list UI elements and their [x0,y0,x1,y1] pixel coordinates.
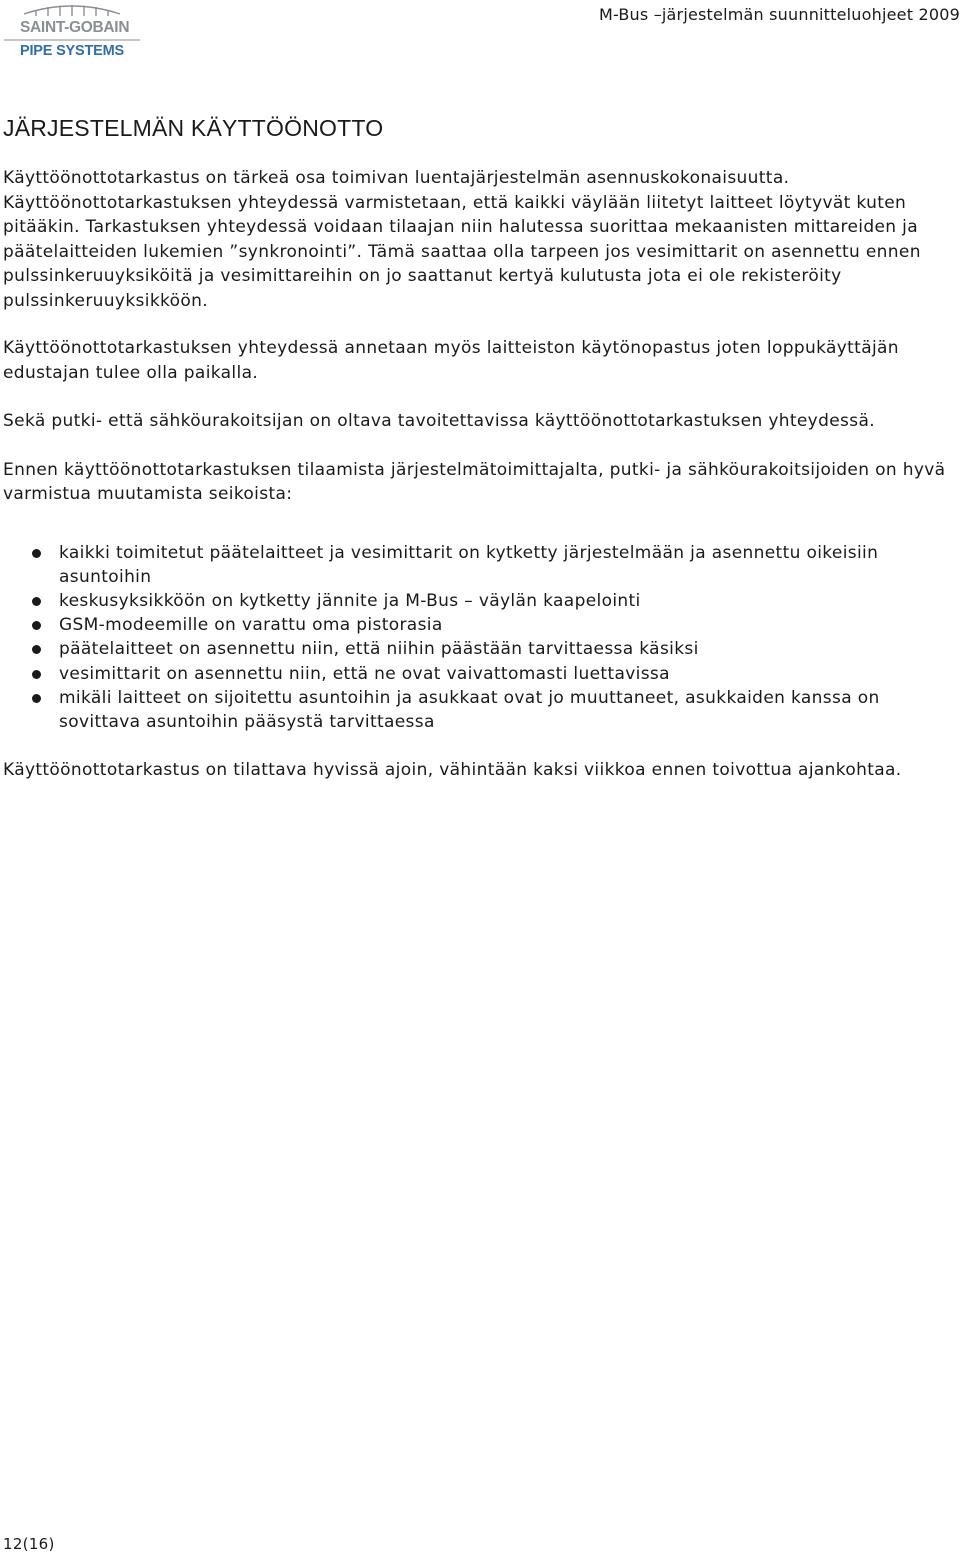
bullet-icon [32,549,41,558]
document-title: M-Bus –järjestelmän suunnitteluohjeet 2009 [598,5,960,24]
logo-arch-icon [24,5,120,16]
bullet-icon [32,597,41,606]
bullet-icon [32,645,41,654]
paragraph-user-guidance: Käyttöönottotarkastuksen yhteydessä annetaan myös laitteiston käytönopastus joten loppukäyttäjän edustajan tulee olla paikalla. [3,338,899,383]
main-content [3,115,958,807]
logo-line1: SAINT-GOBAIN [20,19,130,36]
section-heading: JÄRJESTELMÄN KÄYTTÖÖNOTTO [3,115,384,141]
list-item: päätelaitteet on asennettu niin, että niihin päästään tarvittaessa käsiksi [3,637,958,661]
paragraph-contractors: Sekä putki- että sähköurakoitsijan on oltava tavoitettavissa käyttöönottotarkastuksen yhteydessä. [3,411,875,431]
paragraph-intro: Käyttöönottotarkastus on tärkeä osa toimivan luentajärjestelmän asennuskokonaisuutta. Käyttöönottotarkastuksen yhteydessä varmistetaan, että kaikki väylään liitetyt laitteet löytyvät kuten pitääkin. Tarkastuksen yhteydessä voidaan tilaajan niin halutessa suorittaa mekaanisten mittareiden ja päätelaitteiden lukemien ”synkronointi”. Tämä saattaa olla tarpeen jos vesimittarit on asennettu ennen pulssinkeruuyksiköitä ja vesimittareihin on jo saattanut kertyä kulutusta jota ei ole rekisteröity pulssinkeruuyksikköön. [3,168,921,311]
bullet-icon [32,670,41,679]
paragraph-checklist-intro: Ennen käyttöönottotarkastuksen tilaamista järjestelmätoimittajalta, putki- ja sähköurakoitsijoiden on hyvä varmistua muutamista seikoista: [3,459,946,504]
bullet-icon [32,694,41,703]
checklist [3,541,958,735]
page-number: 12(16) [3,1535,55,1553]
list-item: vesimittarit on asennettu niin, että ne ovat vaivattomasti luettavissa [3,662,958,686]
paragraph-scheduling: Käyttöönottotarkastus on tilattava hyvissä ajoin, vähintään kaksi viikkoa ennen toivottua ajankohtaa. [3,760,902,781]
list-item: mikäli laitteet on sijoitettu asuntoihin ja asukkaat ovat jo muuttaneet, asukkaiden kanssa on sovittava asuntoihin pääsystä tarvittaessa [3,686,958,734]
list-item: keskusyksikköön on kytketty jännite ja M-Bus – väylän kaapelointi [3,589,958,613]
list-item: GSM-modeemille on varattu oma pistorasia [3,613,958,637]
list-item: kaikki toimitetut päätelaitteet ja vesimittarit on kytketty järjestelmään ja asennettu oikeisiin asuntoihin [3,541,958,589]
bullet-icon [32,621,41,630]
logo-line2: PIPE SYSTEMS [20,43,124,59]
saint-gobain-logo [2,2,142,60]
